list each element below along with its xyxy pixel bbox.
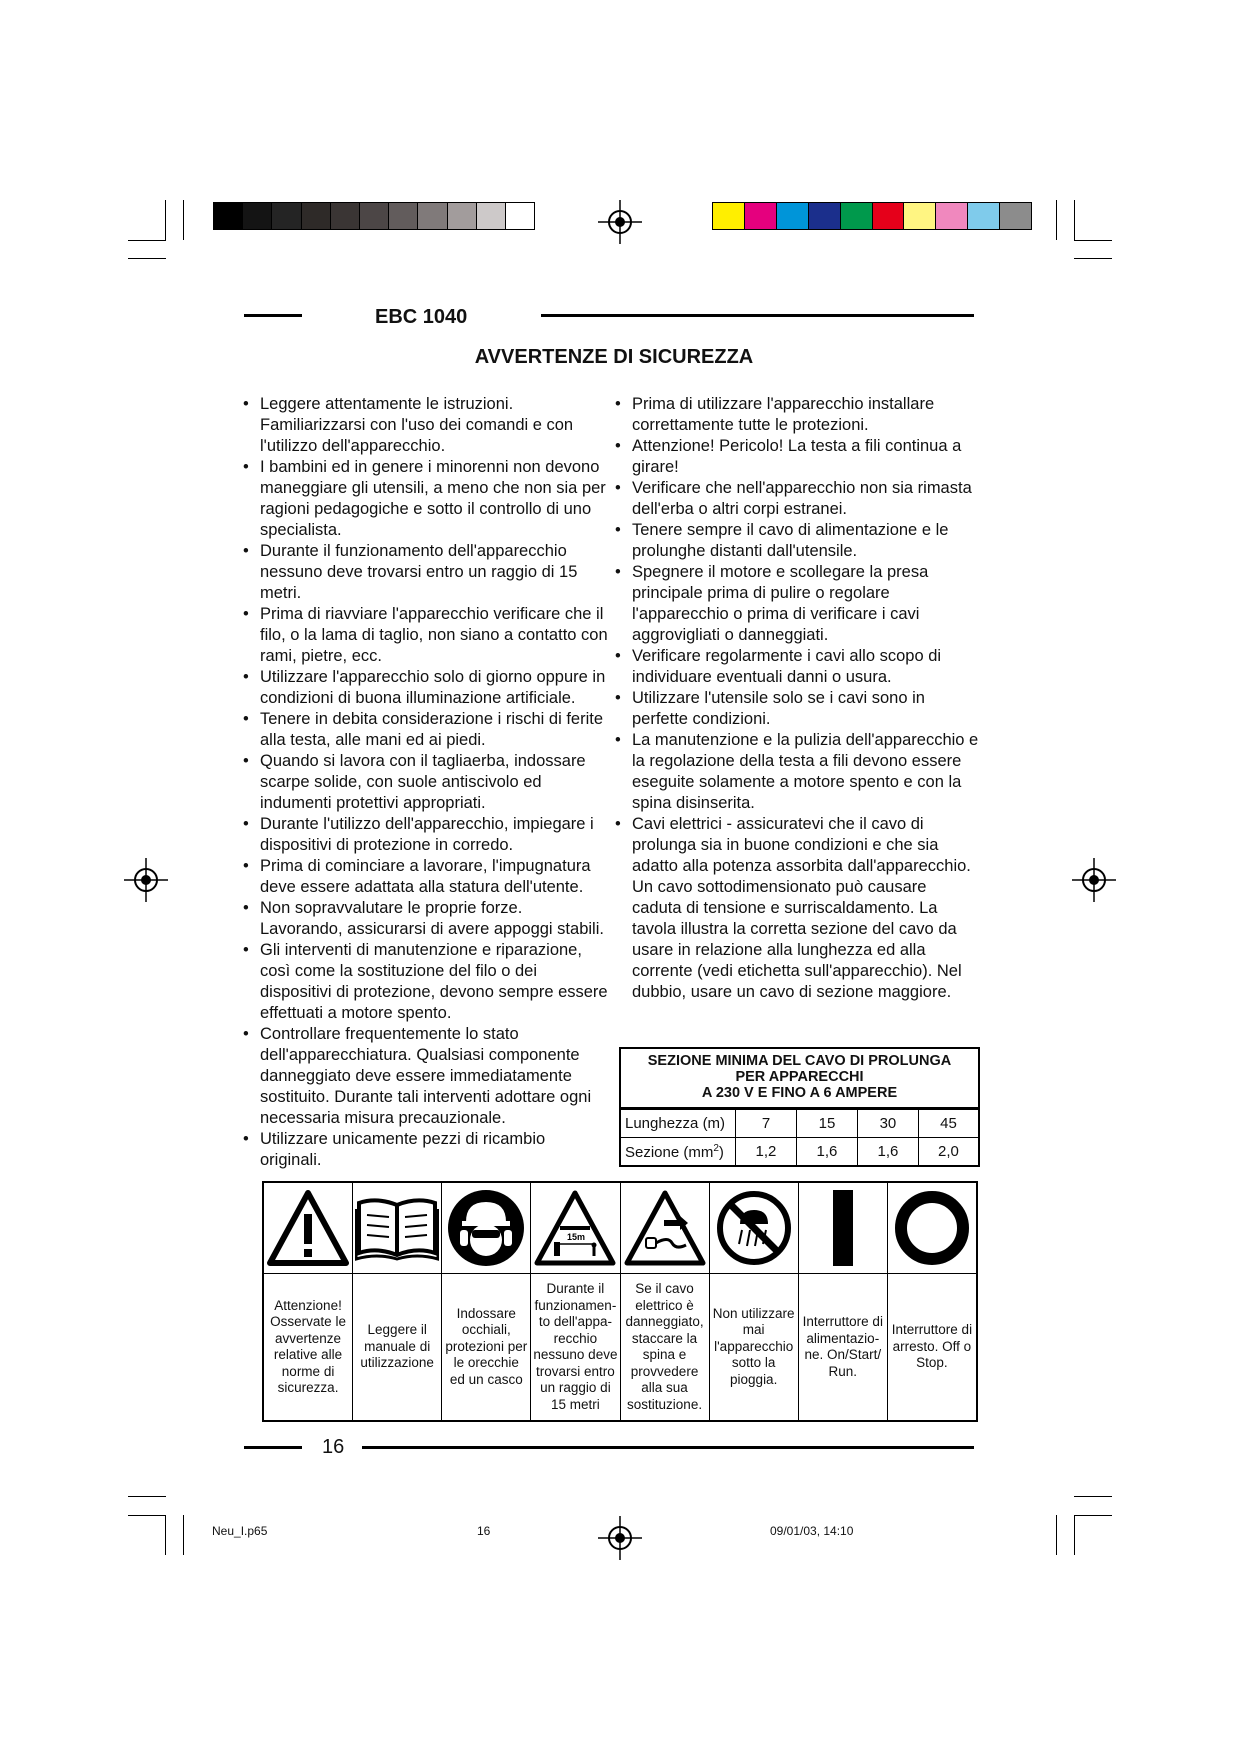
- header-rule-left: [244, 314, 302, 317]
- symbol-cell: Se il cavo elettrico è danneggiato, staccare la spina e provvedere alla sua sostituzione.: [621, 1183, 710, 1420]
- color-swatch: [809, 203, 841, 229]
- list-item: • Verificare regolarmente i cavi allo scopo di individuare eventuali danni o usura.: [615, 646, 980, 688]
- color-swatch: [272, 203, 301, 229]
- symbol-cell: Interruttore di alimentazio- ne. On/Start/ Run.: [799, 1183, 888, 1420]
- open-book-icon: [355, 1195, 439, 1261]
- crop-mark: [1074, 1515, 1075, 1555]
- gray-calibration-bar: [213, 202, 535, 230]
- row-label-length: Lunghezza (m): [621, 1110, 736, 1138]
- crop-mark: [128, 1496, 166, 1497]
- list-item: • Durante il funzionamento dell'apparecchio nessuno deve trovarsi entro un raggio di 15 metri.: [243, 541, 608, 604]
- left-column: [243, 394, 608, 1171]
- color-swatch: [873, 203, 905, 229]
- list-item: • Controllare frequentemente lo stato dell'apparecchiatura. Qualsiasi componente danneggiato deve essere immediatamente sostituito. Durante tali interventi adottare ogni necessaria misura precauzionale.: [243, 1024, 608, 1129]
- color-swatch: [243, 203, 272, 229]
- list-item: • Prima di utilizzare l'apparecchio installare correttamente tutte le protezioni.: [615, 394, 980, 436]
- protective-gear-icon: [446, 1188, 526, 1268]
- list-item: • Quando si lavora con il tagliaerba, indossare scarpe solide, con suole antiscivolo ed indumenti protettivi appropriati.: [243, 751, 608, 814]
- list-item: • Non sopravvalutare le proprie forze. Lavorando, assicurarsi di avere appoggi stabili.: [243, 898, 608, 940]
- crop-mark: [165, 1515, 166, 1555]
- list-item: • Utilizzare l'apparecchio solo di giorno oppure in condizioni di buona illuminazione artificiale.: [243, 667, 608, 709]
- color-swatch: [1000, 203, 1031, 229]
- color-swatch: [331, 203, 360, 229]
- crop-mark: [128, 1515, 166, 1516]
- list-item: • Prima di riavviare l'apparecchio verificare che il filo, o la lama di taglio, non siano a contatto con rami, pietre, ecc.: [243, 604, 608, 667]
- symbol-cell: Non utilizzare mai l'apparecchio sotto la pioggia.: [710, 1183, 799, 1420]
- crop-mark: [128, 258, 166, 259]
- color-swatch: [477, 203, 506, 229]
- color-swatch: [506, 203, 534, 229]
- table-row: [621, 1110, 978, 1138]
- list-item: • Utilizzare unicamente pezzi di ricambio originali.: [243, 1129, 608, 1171]
- symbol-cell: Interruttore di arresto. Off o Stop.: [888, 1183, 976, 1420]
- page-title: AVVERTENZE DI SICUREZZA: [474, 346, 754, 368]
- damaged-cable-icon: [624, 1190, 706, 1266]
- list-item: • Attenzione! Pericolo! La testa a fili continua a girare!: [615, 436, 980, 478]
- table-cell: 45: [918, 1110, 978, 1138]
- row-label-section: Sezione $(mm^2)$: [621, 1138, 736, 1166]
- warning-triangle-icon: [267, 1190, 349, 1266]
- slug-timestamp: 09/01/03, 14:10: [770, 1524, 854, 1538]
- crop-mark: [1074, 258, 1112, 259]
- list-item: • Leggere attentamente le istruzioni. Familiarizzarsi con l'uso dei comandi e con l'utilizzo dell'apparecchio.: [243, 394, 608, 457]
- registration-mark-icon: [124, 858, 168, 902]
- crop-mark: [165, 200, 166, 240]
- registration-mark-icon: [1072, 858, 1116, 902]
- list-item: • Verificare che nell'apparecchio non sia rimasta dell'erba o altri corpi estranei.: [615, 478, 980, 520]
- model-name: EBC 1040: [375, 306, 468, 328]
- table-cell: 30: [857, 1110, 918, 1138]
- symbol-cell: Indossare occhiali, protezioni per le orecchie ed un casco: [442, 1183, 531, 1420]
- table-cell: 15: [796, 1110, 857, 1138]
- crop-mark: [128, 240, 166, 241]
- power-off-icon: [892, 1188, 972, 1268]
- color-swatch: [418, 203, 447, 229]
- distance-15m-icon: [534, 1190, 616, 1266]
- slug-filename: Neu_I.p65: [212, 1524, 268, 1538]
- symbol-cell: Leggere il manuale di utilizzazione: [353, 1183, 442, 1420]
- crop-mark: [1074, 240, 1112, 241]
- table-cell: 1,6: [857, 1138, 918, 1166]
- color-swatch: [745, 203, 777, 229]
- crop-mark: [1056, 1515, 1057, 1555]
- color-swatch: [214, 203, 243, 229]
- header-rule-right: [541, 314, 974, 317]
- color-swatch: [904, 203, 936, 229]
- symbol-cell: Attenzione! Osservate le avvertenze relative alle norme di sicurezza.: [264, 1183, 353, 1420]
- safety-symbols-table: [262, 1181, 978, 1422]
- power-on-icon: [828, 1188, 858, 1268]
- list-item: • Tenere in debita considerazione i rischi di ferite alla testa, alle mani ed ai piedi.: [243, 709, 608, 751]
- table-cell: 2,0: [918, 1138, 978, 1166]
- crop-mark: [183, 1515, 184, 1555]
- color-swatch: [389, 203, 418, 229]
- table-cell: 1,6: [796, 1138, 857, 1166]
- list-item: • Durante l'utilizzo dell'apparecchio, impiegare i dispositivi di protezione in corredo.: [243, 814, 608, 856]
- color-swatch: [841, 203, 873, 229]
- crop-mark: [1074, 200, 1075, 240]
- color-swatch: [968, 203, 1000, 229]
- color-swatch: [777, 203, 809, 229]
- color-swatch: [713, 203, 745, 229]
- footer-rule-right: [362, 1446, 974, 1449]
- page-number: 16: [322, 1436, 345, 1458]
- crop-mark: [183, 200, 184, 240]
- no-rain-icon: [714, 1188, 794, 1268]
- table-cell: 7: [736, 1110, 797, 1138]
- list-item: • La manutenzione e la pulizia dell'apparecchio e la regolazione della testa a fili devono essere eseguite solamente a motore spento e con la spina disinserita.: [615, 730, 980, 814]
- list-item: • Tenere sempre il cavo di alimentazione e le prolunghe distanti dall'utensile.: [615, 520, 980, 562]
- slug-page: 16: [477, 1524, 491, 1538]
- registration-mark-icon: [598, 1516, 642, 1560]
- list-item: • Prima di cominciare a lavorare, l'impugnatura deve essere adattata alla statura dell'utente.: [243, 856, 608, 898]
- svg-text:15m: 15m: [567, 1232, 586, 1242]
- color-calibration-bar: [712, 202, 1032, 230]
- symbol-cell: 15m Durante il funzionamen- to dell'appa- recchio nessuno deve trovarsi entro un raggio di 15 metri: [531, 1183, 620, 1420]
- list-item: • Utilizzare l'utensile solo se i cavi sono in perfette condizioni.: [615, 688, 980, 730]
- table-row: [621, 1138, 978, 1166]
- color-swatch: [302, 203, 331, 229]
- registration-mark-icon: [598, 200, 642, 244]
- list-item: • Spegnere il motore e scollegare la presa principale prima di pulire o regolare l'apparecchio o prima di verificare i cavi aggrovigliati o danneggiati.: [615, 562, 980, 646]
- cable-section-table: [619, 1047, 980, 1167]
- right-column: [615, 394, 980, 1003]
- color-swatch: [448, 203, 477, 229]
- crop-mark: [1074, 1515, 1112, 1516]
- list-item: • I bambini ed in genere i minorenni non devono maneggiare gli utensili, a meno che non sia per ragioni pedagogiche e sotto il controllo di uno specialista.: [243, 457, 608, 541]
- table-cell: 1,2: [736, 1138, 797, 1166]
- list-item: • Cavi elettrici - assicuratevi che il cavo di prolunga sia in buone condizioni e che sia adatto alla potenza assorbita dall'apparecchio. Un cavo sottodimensionato può causare caduta di tensione e surriscaldamento. La tavola illustra la corretta sezione del cavo da usare in relazione alla lunghezza ed alla corrente (vedi etichetta sull'apparecchio). Nel dubbio, usare un cavo di sezione maggiore.: [615, 814, 980, 1003]
- footer-rule-left: [244, 1446, 302, 1449]
- color-swatch: [360, 203, 389, 229]
- table-caption: SEZIONE MINIMA DEL CAVO DI PROLUNGA PER APPARECCHI A 230 V E FINO A 6 AMPERE: [621, 1049, 978, 1109]
- list-item: • Gli interventi di manutenzione e riparazione, così come la sostituzione del filo o dei dispositivi di protezione, devono sempre essere effettuati a motore spento.: [243, 940, 608, 1024]
- crop-mark: [1056, 200, 1057, 240]
- color-swatch: [936, 203, 968, 229]
- crop-mark: [1074, 1496, 1112, 1497]
